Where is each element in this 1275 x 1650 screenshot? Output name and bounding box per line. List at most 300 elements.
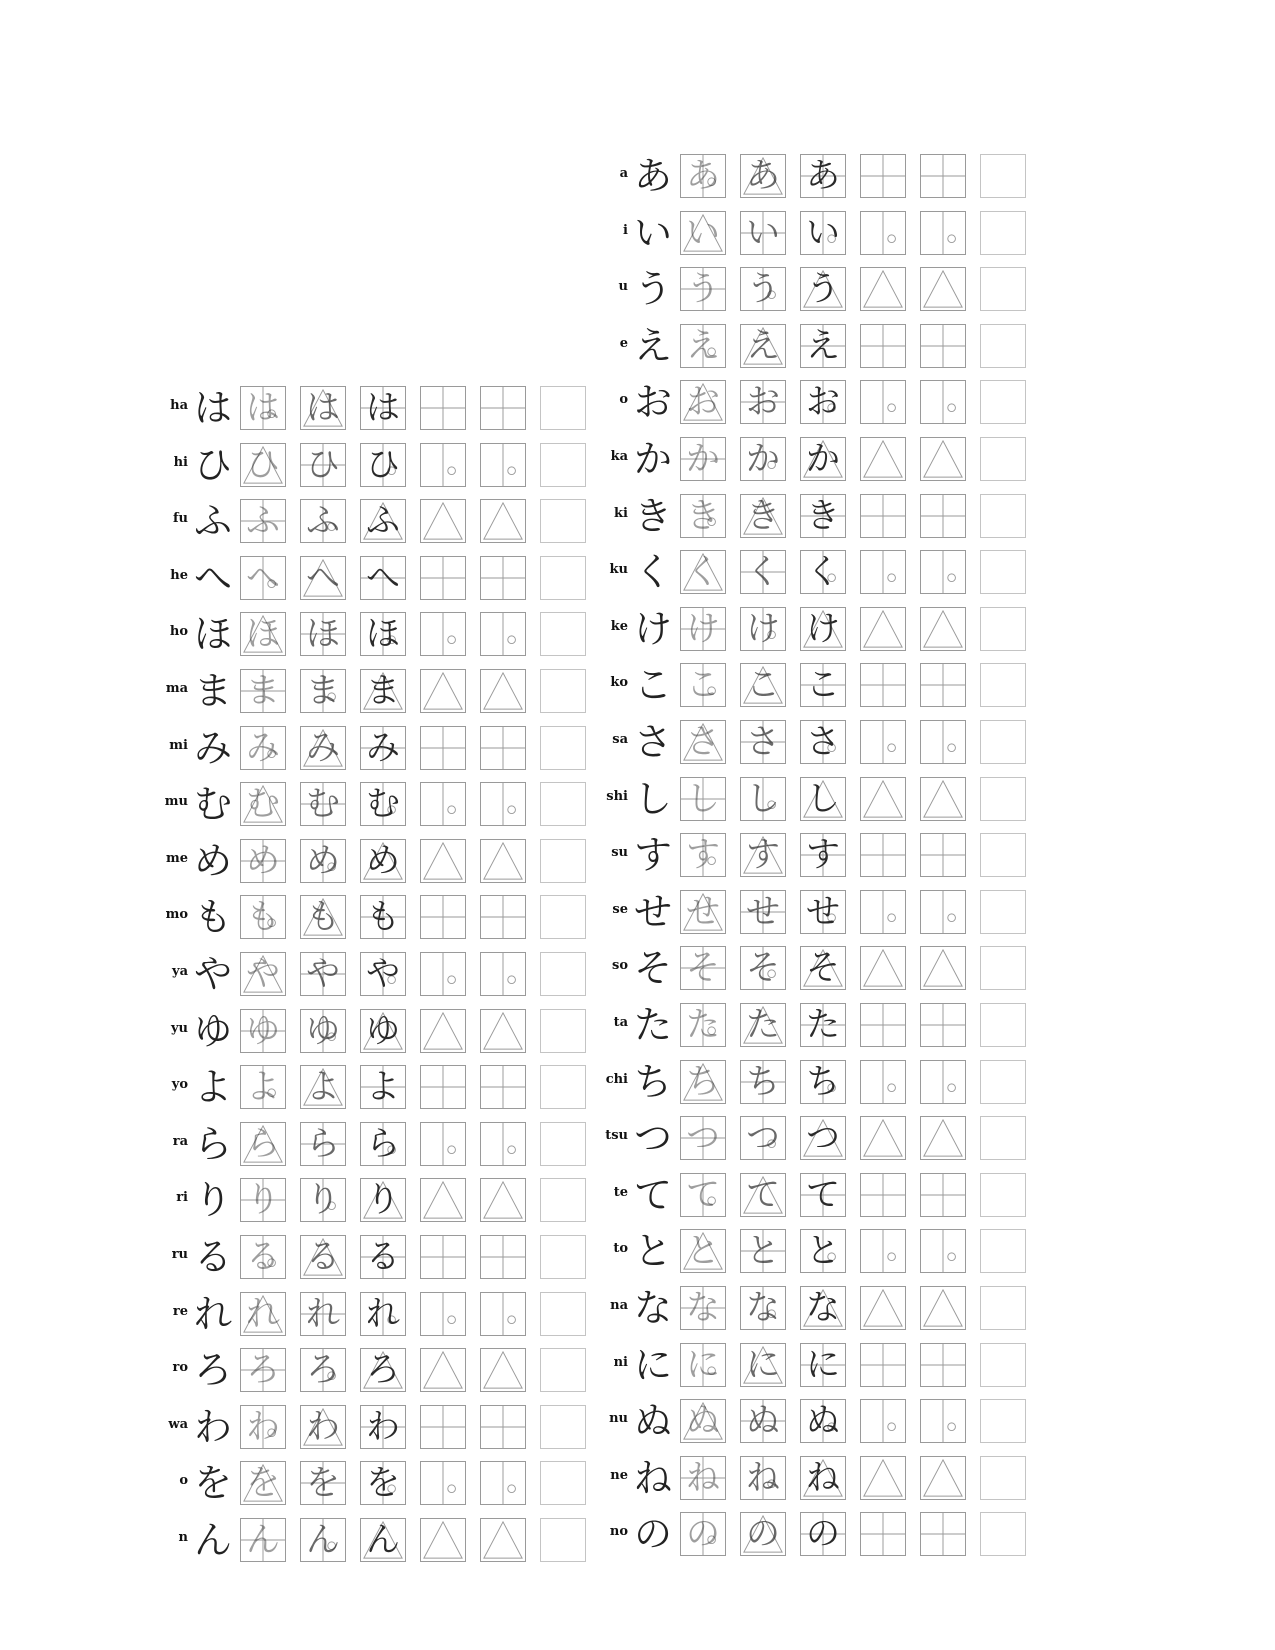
stroke-order-glyph: り xyxy=(366,1180,400,1221)
blank-practice-box[interactable] xyxy=(540,895,586,939)
tracing-guide-box[interactable] xyxy=(860,380,906,424)
stroke-order-box xyxy=(300,1292,346,1336)
tracing-guide-box[interactable] xyxy=(420,386,466,430)
blank-practice-box[interactable] xyxy=(540,1461,586,1505)
stroke-order-glyph: ら xyxy=(246,1123,280,1164)
stroke-order-box xyxy=(680,1512,726,1556)
blank-practice-box[interactable] xyxy=(980,437,1026,481)
tracing-guide-box[interactable] xyxy=(920,1173,966,1217)
tracing-guide-box[interactable] xyxy=(860,550,906,594)
stroke-order-box xyxy=(300,1065,346,1109)
tracing-guide-box[interactable] xyxy=(920,1116,966,1160)
tracing-guide-box[interactable] xyxy=(420,612,466,656)
blank-practice-box[interactable] xyxy=(980,720,1026,764)
kana-character: き xyxy=(633,493,672,538)
blank-practice-box[interactable] xyxy=(980,154,1026,198)
tracing-guide-box[interactable] xyxy=(920,1456,966,1500)
tracing-guide-box[interactable] xyxy=(860,324,906,368)
stroke-order-glyph: へ xyxy=(246,557,280,598)
blank-practice-box[interactable] xyxy=(540,386,586,430)
tracing-guide-box[interactable] xyxy=(420,443,466,487)
stroke-order-glyph: め xyxy=(246,840,280,881)
stroke-order-box xyxy=(240,726,286,770)
stroke-order-box xyxy=(300,1009,346,1053)
stroke-order-glyph: く xyxy=(746,552,780,593)
tracing-guide-box[interactable] xyxy=(480,1405,526,1449)
stroke-order-glyph: ね xyxy=(806,1457,840,1498)
tracing-guide-box[interactable] xyxy=(420,1461,466,1505)
romaji-label: no xyxy=(609,1524,628,1540)
stroke-order-box xyxy=(360,1122,406,1166)
kana-character: わ xyxy=(193,1404,232,1449)
tracing-guide-box[interactable] xyxy=(920,1003,966,1047)
tracing-guide-box[interactable] xyxy=(480,1348,526,1392)
tracing-guide-box[interactable] xyxy=(920,154,966,198)
blank-practice-box[interactable] xyxy=(980,777,1026,821)
romaji-label: ki xyxy=(614,505,628,521)
tracing-guide-box[interactable] xyxy=(860,154,906,198)
stroke-order-glyph: ぬ xyxy=(686,1401,720,1442)
tracing-guide-box[interactable] xyxy=(420,726,466,770)
blank-practice-box[interactable] xyxy=(980,1512,1026,1556)
tracing-guide-box[interactable] xyxy=(920,550,966,594)
tracing-guide-box[interactable] xyxy=(920,946,966,990)
stroke-order-box xyxy=(300,669,346,713)
tracing-guide-box[interactable] xyxy=(860,1343,906,1387)
stroke-order-box xyxy=(360,1405,406,1449)
stroke-order-box xyxy=(360,1292,406,1336)
kana-character: み xyxy=(193,725,232,770)
stroke-order-box xyxy=(740,1116,786,1160)
blank-practice-box[interactable] xyxy=(540,612,586,656)
kana-character: せ xyxy=(633,889,672,934)
stroke-order-box xyxy=(360,1348,406,1392)
tracing-guide-box[interactable] xyxy=(420,952,466,996)
stroke-order-glyph: や xyxy=(306,954,340,994)
stroke-order-box xyxy=(240,839,286,883)
stroke-order-glyph: ん xyxy=(306,1520,340,1560)
kana-character: へ xyxy=(193,555,232,600)
tracing-guide-box[interactable] xyxy=(920,1229,966,1273)
romaji-label: ha xyxy=(170,398,188,413)
romaji-label: nu xyxy=(609,1411,628,1427)
stroke-order-box xyxy=(680,1456,726,1500)
blank-practice-box[interactable] xyxy=(540,839,586,883)
stroke-order-box xyxy=(800,154,846,198)
stroke-order-glyph: く xyxy=(806,552,840,593)
blank-practice-box[interactable] xyxy=(980,1003,1026,1047)
stroke-order-box xyxy=(300,1518,346,1562)
tracing-guide-box[interactable] xyxy=(860,437,906,481)
tracing-guide-box[interactable] xyxy=(420,1518,466,1562)
kana-character: ま xyxy=(193,669,232,713)
blank-practice-box[interactable] xyxy=(540,443,586,487)
blank-practice-box[interactable] xyxy=(540,556,586,600)
romaji-label: me xyxy=(165,850,188,866)
stroke-order-glyph: ね xyxy=(746,1457,780,1498)
stroke-order-glyph: な xyxy=(806,1288,840,1328)
blank-practice-box[interactable] xyxy=(980,1343,1026,1387)
kana-character: と xyxy=(633,1229,672,1274)
tracing-guide-box[interactable] xyxy=(920,663,966,707)
tracing-guide-box[interactable] xyxy=(420,1405,466,1449)
kana-character: ぬ xyxy=(633,1399,672,1444)
tracing-guide-box[interactable] xyxy=(860,1456,906,1500)
stroke-order-box xyxy=(360,386,406,430)
stroke-order-glyph: に xyxy=(686,1344,720,1385)
kana-character: そ xyxy=(633,946,672,991)
stroke-order-glyph: て xyxy=(686,1174,720,1215)
stroke-order-glyph: つ xyxy=(806,1118,840,1159)
blank-practice-box[interactable] xyxy=(980,1286,1026,1330)
stroke-order-box xyxy=(240,386,286,430)
stroke-order-glyph: ん xyxy=(366,1520,400,1560)
stroke-order-box xyxy=(360,1178,406,1222)
tracing-guide-box[interactable] xyxy=(480,1122,526,1166)
romaji-label: ko xyxy=(610,675,628,691)
stroke-order-box xyxy=(680,1286,726,1330)
stroke-order-box xyxy=(800,1456,846,1500)
stroke-order-box xyxy=(360,726,406,770)
tracing-guide-box[interactable] xyxy=(480,499,526,543)
stroke-order-box xyxy=(800,550,846,594)
stroke-order-glyph: わ xyxy=(306,1406,340,1447)
stroke-order-glyph: れ xyxy=(246,1293,280,1334)
blank-practice-box[interactable] xyxy=(540,1122,586,1166)
blank-practice-box[interactable] xyxy=(540,1518,586,1562)
stroke-order-box xyxy=(800,607,846,651)
romaji-label: ta xyxy=(613,1015,628,1030)
tracing-guide-box[interactable] xyxy=(480,1065,526,1109)
stroke-order-glyph: あ xyxy=(746,156,780,196)
tracing-guide-box[interactable] xyxy=(420,1065,466,1109)
tracing-guide-box[interactable] xyxy=(920,720,966,764)
tracing-guide-box[interactable] xyxy=(920,1286,966,1330)
blank-practice-box[interactable] xyxy=(980,211,1026,255)
tracing-guide-box[interactable] xyxy=(860,1173,906,1217)
tracing-guide-box[interactable] xyxy=(860,1399,906,1443)
tracing-guide-box[interactable] xyxy=(860,890,906,934)
tracing-guide-box[interactable] xyxy=(860,946,906,990)
romaji-label: su xyxy=(611,845,628,861)
romaji-label: ka xyxy=(610,449,628,464)
blank-practice-box[interactable] xyxy=(980,1173,1026,1217)
stroke-order-glyph: そ xyxy=(686,948,720,989)
stroke-order-glyph: ろ xyxy=(366,1350,400,1391)
romaji-label: to xyxy=(613,1241,628,1257)
stroke-order-glyph: と xyxy=(746,1231,780,1272)
tracing-guide-box[interactable] xyxy=(480,952,526,996)
stroke-order-glyph: ろ xyxy=(246,1350,280,1391)
blank-practice-box[interactable] xyxy=(980,663,1026,707)
tracing-guide-box[interactable] xyxy=(860,777,906,821)
blank-practice-box[interactable] xyxy=(980,946,1026,990)
romaji-label: mo xyxy=(165,907,188,923)
tracing-guide-box[interactable] xyxy=(920,211,966,255)
tracing-guide-box[interactable] xyxy=(860,1512,906,1556)
romaji-label: he xyxy=(170,567,188,583)
stroke-order-box xyxy=(240,1518,286,1562)
stroke-order-glyph: け xyxy=(686,608,720,649)
romaji-label: re xyxy=(172,1303,188,1319)
stroke-order-glyph: よ xyxy=(366,1067,400,1108)
tracing-guide-box[interactable] xyxy=(420,669,466,713)
tracing-guide-box[interactable] xyxy=(480,612,526,656)
kana-character: む xyxy=(193,782,232,827)
blank-practice-box[interactable] xyxy=(540,1065,586,1109)
stroke-order-glyph: み xyxy=(366,727,400,768)
stroke-order-box xyxy=(360,556,406,600)
blank-practice-box[interactable] xyxy=(540,782,586,826)
stroke-order-box xyxy=(740,1399,786,1443)
stroke-order-glyph: ふ xyxy=(306,501,340,542)
stroke-order-glyph: し xyxy=(686,778,720,819)
stroke-order-glyph: お xyxy=(806,382,840,423)
romaji-label: o xyxy=(179,1473,188,1489)
stroke-order-glyph: よ xyxy=(246,1067,280,1108)
stroke-order-glyph: む xyxy=(306,784,340,825)
stroke-order-glyph: り xyxy=(306,1180,340,1221)
romaji-label: mi xyxy=(169,737,188,753)
stroke-order-glyph: ぬ xyxy=(806,1401,840,1442)
tracing-guide-box[interactable] xyxy=(860,211,906,255)
stroke-order-glyph: ち xyxy=(806,1061,840,1102)
tracing-guide-box[interactable] xyxy=(920,607,966,651)
tracing-guide-box[interactable] xyxy=(480,669,526,713)
stroke-order-box xyxy=(800,267,846,311)
kana-character: け xyxy=(633,606,672,651)
blank-practice-box[interactable] xyxy=(980,890,1026,934)
stroke-order-glyph: れ xyxy=(306,1293,340,1334)
blank-practice-box[interactable] xyxy=(540,1009,586,1053)
stroke-order-glyph: か xyxy=(686,439,720,479)
blank-practice-box[interactable] xyxy=(540,1178,586,1222)
tracing-guide-box[interactable] xyxy=(920,1399,966,1443)
blank-practice-box[interactable] xyxy=(540,1348,586,1392)
stroke-order-box xyxy=(240,895,286,939)
tracing-guide-box[interactable] xyxy=(860,663,906,707)
stroke-order-box xyxy=(740,1229,786,1273)
stroke-order-box xyxy=(800,890,846,934)
stroke-order-glyph: ち xyxy=(686,1061,720,1102)
stroke-order-box xyxy=(360,782,406,826)
stroke-order-box xyxy=(740,154,786,198)
stroke-order-glyph: さ xyxy=(746,722,780,762)
tracing-guide-box[interactable] xyxy=(920,494,966,538)
blank-practice-box[interactable] xyxy=(980,833,1026,877)
stroke-order-box xyxy=(800,777,846,821)
blank-practice-box[interactable] xyxy=(980,1399,1026,1443)
stroke-order-box xyxy=(740,833,786,877)
stroke-order-box xyxy=(240,499,286,543)
romaji-label: a xyxy=(619,166,628,181)
tracing-guide-box[interactable] xyxy=(860,494,906,538)
tracing-guide-box[interactable] xyxy=(420,1348,466,1392)
tracing-guide-box[interactable] xyxy=(920,1343,966,1387)
tracing-guide-box[interactable] xyxy=(480,1518,526,1562)
stroke-order-glyph: ね xyxy=(686,1457,720,1498)
tracing-guide-box[interactable] xyxy=(420,499,466,543)
stroke-order-box xyxy=(300,1178,346,1222)
tracing-guide-box[interactable] xyxy=(480,1292,526,1336)
tracing-guide-box[interactable] xyxy=(420,895,466,939)
stroke-order-box xyxy=(680,1173,726,1217)
kana-character: お xyxy=(633,380,672,425)
romaji-label: ma xyxy=(165,681,188,696)
stroke-order-box xyxy=(740,494,786,538)
tracing-guide-box[interactable] xyxy=(420,1122,466,1166)
kana-character: な xyxy=(633,1286,672,1330)
tracing-guide-box[interactable] xyxy=(920,267,966,311)
romaji-label: ra xyxy=(172,1133,188,1149)
tracing-guide-box[interactable] xyxy=(920,324,966,368)
stroke-order-box xyxy=(740,1512,786,1556)
stroke-order-glyph: さ xyxy=(686,722,720,762)
tracing-guide-box[interactable] xyxy=(860,833,906,877)
stroke-order-glyph: と xyxy=(806,1231,840,1272)
tracing-guide-box[interactable] xyxy=(920,1512,966,1556)
tracing-guide-box[interactable] xyxy=(420,839,466,883)
blank-practice-box[interactable] xyxy=(540,669,586,713)
romaji-label: ya xyxy=(172,964,188,979)
kana-character: た xyxy=(633,1003,672,1047)
stroke-order-glyph: あ xyxy=(806,156,840,196)
blank-practice-box[interactable] xyxy=(980,1229,1026,1273)
kana-character: は xyxy=(193,386,232,430)
blank-practice-box[interactable] xyxy=(540,499,586,543)
tracing-guide-box[interactable] xyxy=(480,1178,526,1222)
tracing-guide-box[interactable] xyxy=(920,1060,966,1104)
stroke-order-glyph: や xyxy=(366,954,400,994)
stroke-order-box xyxy=(680,324,726,368)
blank-practice-box[interactable] xyxy=(540,1292,586,1336)
stroke-order-box xyxy=(740,890,786,934)
tracing-guide-box[interactable] xyxy=(920,777,966,821)
tracing-guide-box[interactable] xyxy=(860,1286,906,1330)
blank-practice-box[interactable] xyxy=(980,1060,1026,1104)
stroke-order-glyph: ふ xyxy=(366,501,400,542)
tracing-guide-box[interactable] xyxy=(860,1116,906,1160)
stroke-order-box xyxy=(240,782,286,826)
tracing-guide-box[interactable] xyxy=(480,726,526,770)
tracing-guide-box[interactable] xyxy=(920,833,966,877)
kana-character: つ xyxy=(633,1116,672,1161)
tracing-guide-box[interactable] xyxy=(860,1003,906,1047)
kana-character: れ xyxy=(193,1291,232,1336)
stroke-order-glyph: ま xyxy=(366,671,400,711)
tracing-guide-box[interactable] xyxy=(420,1292,466,1336)
blank-practice-box[interactable] xyxy=(980,324,1026,368)
stroke-order-box xyxy=(680,494,726,538)
romaji-label: u xyxy=(618,279,628,295)
blank-practice-box[interactable] xyxy=(540,1405,586,1449)
tracing-guide-box[interactable] xyxy=(480,1461,526,1505)
stroke-order-glyph: あ xyxy=(686,156,720,196)
blank-practice-box[interactable] xyxy=(540,1235,586,1279)
tracing-guide-box[interactable] xyxy=(860,1229,906,1273)
tracing-guide-box[interactable] xyxy=(420,1009,466,1053)
stroke-order-box xyxy=(800,1512,846,1556)
romaji-label: ke xyxy=(610,618,628,634)
stroke-order-box xyxy=(800,946,846,990)
stroke-order-glyph: く xyxy=(686,552,720,593)
tracing-guide-box[interactable] xyxy=(480,443,526,487)
stroke-order-glyph: い xyxy=(686,212,720,253)
stroke-order-box xyxy=(680,720,726,764)
tracing-guide-box[interactable] xyxy=(420,1235,466,1279)
stroke-order-glyph: わ xyxy=(246,1406,280,1447)
tracing-guide-box[interactable] xyxy=(920,890,966,934)
stroke-order-glyph: ひ xyxy=(306,444,340,485)
stroke-order-box xyxy=(680,1116,726,1160)
tracing-guide-box[interactable] xyxy=(860,1060,906,1104)
tracing-guide-box[interactable] xyxy=(480,1235,526,1279)
romaji-label: yu xyxy=(170,1020,188,1036)
tracing-guide-box[interactable] xyxy=(480,895,526,939)
stroke-order-box xyxy=(740,437,786,481)
tracing-guide-box[interactable] xyxy=(480,556,526,600)
stroke-order-glyph: ら xyxy=(306,1123,340,1164)
stroke-order-box xyxy=(300,1235,346,1279)
tracing-guide-box[interactable] xyxy=(480,386,526,430)
kana-character: も xyxy=(193,895,232,940)
stroke-order-glyph: か xyxy=(746,439,780,479)
stroke-order-glyph: と xyxy=(686,1231,720,1272)
tracing-guide-box[interactable] xyxy=(920,437,966,481)
stroke-order-glyph: そ xyxy=(806,948,840,989)
blank-practice-box[interactable] xyxy=(980,1456,1026,1500)
stroke-order-box xyxy=(740,720,786,764)
stroke-order-box xyxy=(300,443,346,487)
tracing-guide-box[interactable] xyxy=(420,782,466,826)
stroke-order-box xyxy=(360,1009,406,1053)
stroke-order-box xyxy=(800,1116,846,1160)
tracing-guide-box[interactable] xyxy=(420,1178,466,1222)
tracing-guide-box[interactable] xyxy=(860,607,906,651)
blank-practice-box[interactable] xyxy=(540,952,586,996)
stroke-order-glyph: す xyxy=(686,835,720,876)
tracing-guide-box[interactable] xyxy=(480,839,526,883)
blank-practice-box[interactable] xyxy=(980,494,1026,538)
kana-character: う xyxy=(633,267,672,312)
stroke-order-glyph: こ xyxy=(686,665,720,706)
blank-practice-box[interactable] xyxy=(540,726,586,770)
tracing-guide-box[interactable] xyxy=(860,720,906,764)
stroke-order-glyph: り xyxy=(246,1180,280,1221)
tracing-guide-box[interactable] xyxy=(480,1009,526,1053)
blank-practice-box[interactable] xyxy=(980,267,1026,311)
stroke-order-glyph: し xyxy=(746,778,780,819)
stroke-order-glyph: を xyxy=(306,1463,340,1504)
tracing-guide-box[interactable] xyxy=(860,267,906,311)
blank-practice-box[interactable] xyxy=(980,1116,1026,1160)
romaji-label: n xyxy=(178,1530,188,1545)
romaji-label: o xyxy=(619,392,628,408)
stroke-order-glyph: い xyxy=(746,212,780,253)
blank-practice-box[interactable] xyxy=(980,607,1026,651)
stroke-order-glyph: る xyxy=(246,1237,280,1277)
stroke-order-glyph: る xyxy=(366,1237,400,1277)
blank-practice-box[interactable] xyxy=(980,380,1026,424)
kana-character: あ xyxy=(633,154,672,198)
stroke-order-glyph: に xyxy=(746,1344,780,1385)
blank-practice-box[interactable] xyxy=(980,550,1026,594)
tracing-guide-box[interactable] xyxy=(420,556,466,600)
stroke-order-box xyxy=(740,1060,786,1104)
tracing-guide-box[interactable] xyxy=(480,782,526,826)
tracing-guide-box[interactable] xyxy=(920,380,966,424)
stroke-order-glyph: き xyxy=(746,495,780,536)
